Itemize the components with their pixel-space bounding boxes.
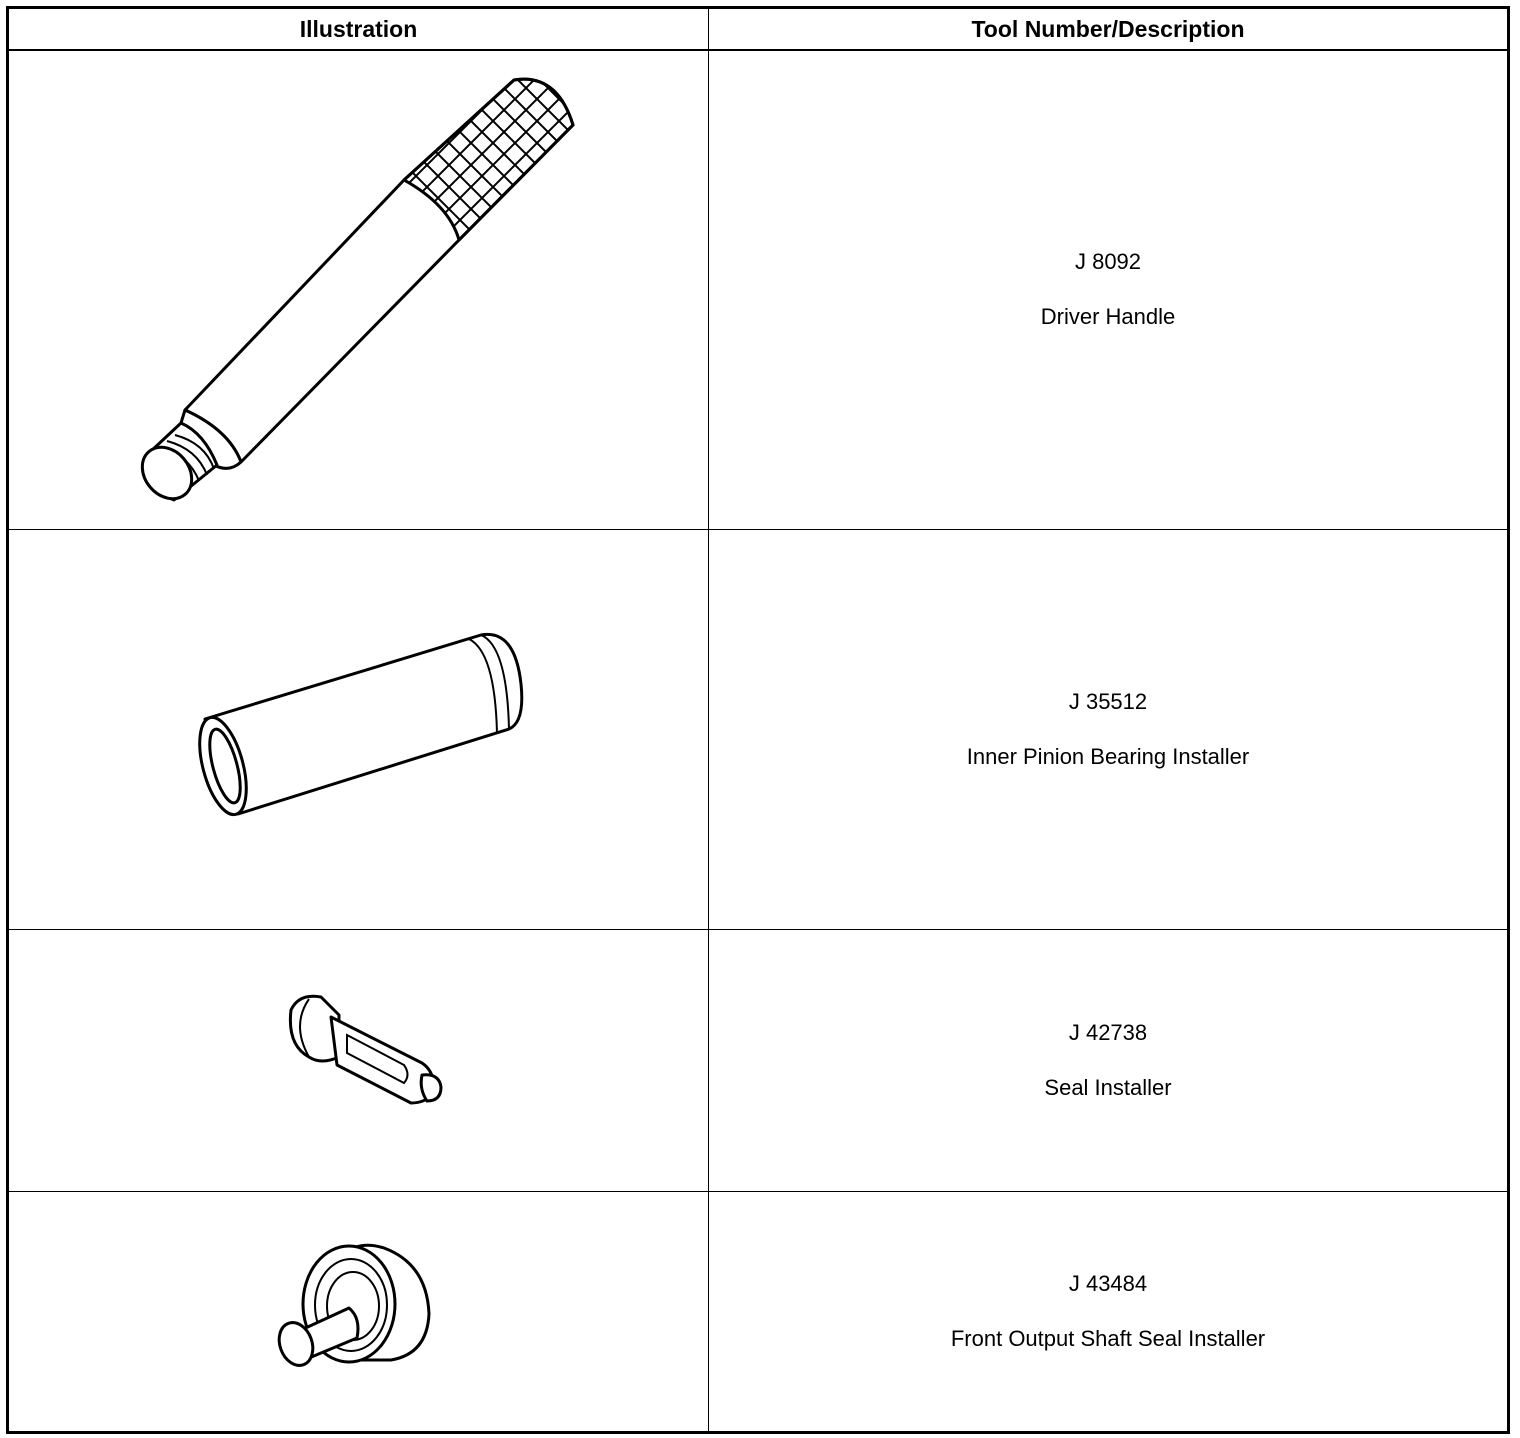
bearing-installer-illustration xyxy=(9,534,709,924)
description-cell xyxy=(709,1191,1509,1432)
table-row xyxy=(8,529,1509,929)
description-header: Tool Number/Description xyxy=(709,8,1509,51)
tool-description: Front Output Shaft Seal Installer xyxy=(950,1325,1266,1351)
tool-description: Driver Handle xyxy=(1040,304,1176,330)
tool-number: J 43484 xyxy=(1068,1270,1148,1296)
illustration-header: Illustration xyxy=(8,8,709,51)
illustration-cell xyxy=(8,929,709,1191)
description-cell xyxy=(709,50,1509,529)
table-row xyxy=(8,1191,1509,1432)
tool-number: J 42738 xyxy=(1068,1019,1148,1045)
tool-description: Inner Pinion Bearing Installer xyxy=(966,743,1250,769)
shaft-seal-installer-illustration xyxy=(9,1196,709,1426)
seal-installer-illustration xyxy=(9,935,709,1185)
tool-number: J 35512 xyxy=(1068,688,1148,714)
tool-table xyxy=(6,6,1510,1434)
illustration-cell xyxy=(8,1191,709,1432)
table-row xyxy=(8,929,1509,1191)
tool-description: Seal Installer xyxy=(1044,1074,1172,1100)
tool-number: J 8092 xyxy=(1074,249,1142,275)
illustration-cell xyxy=(8,529,709,929)
illustration-cell xyxy=(8,50,709,529)
description-cell xyxy=(709,929,1509,1191)
table-row xyxy=(8,50,1509,529)
driver-handle-illustration xyxy=(9,55,709,525)
description-cell xyxy=(709,529,1509,929)
header-row xyxy=(8,8,1509,51)
